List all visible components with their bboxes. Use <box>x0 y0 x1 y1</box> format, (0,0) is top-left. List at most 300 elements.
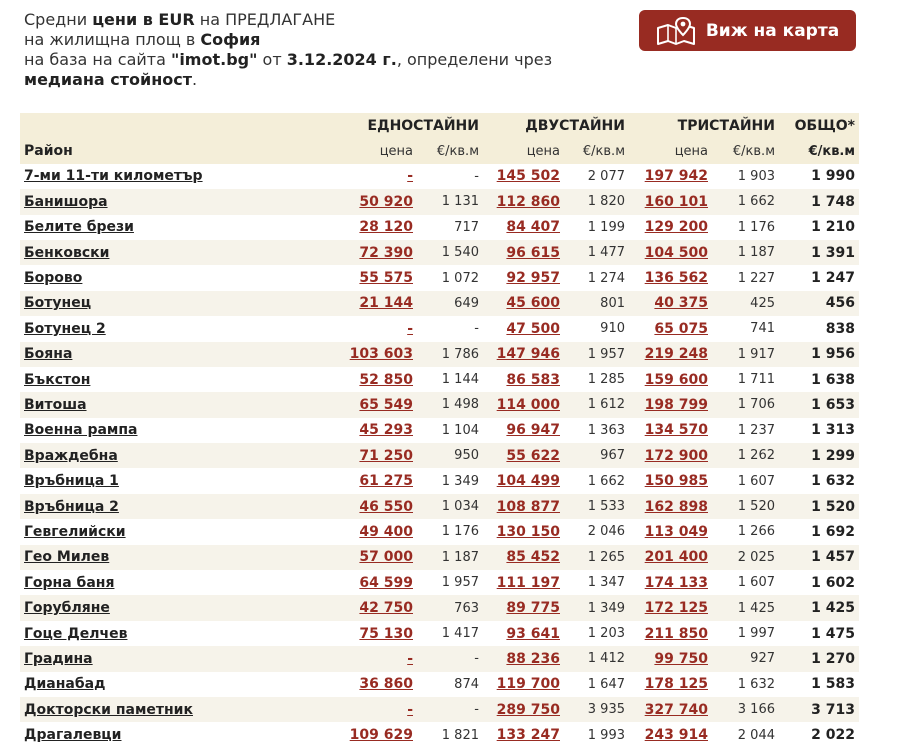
intro-line-3: на база на сайта "imot.bg" от 3.12.2024 г., определени чрез <box>24 50 553 69</box>
price-cell-3 <box>629 164 712 189</box>
district-cell <box>20 545 257 570</box>
table-row <box>20 646 859 671</box>
price-cell-3 <box>629 443 712 468</box>
district-link[interactable]: Връбница 2 <box>24 498 119 515</box>
price-cell-1 <box>257 164 417 189</box>
sqm-price-cell-1: 1 540 <box>417 240 483 265</box>
table-row <box>20 164 859 189</box>
sqm-price-cell-3: 1 227 <box>712 265 779 290</box>
price-cell-1 <box>257 291 417 316</box>
district-link[interactable]: Гевгелийски <box>24 523 126 540</box>
price-link[interactable]: - <box>407 701 413 718</box>
intro-line-4: медиана стойност. <box>24 70 198 89</box>
price-cell-2 <box>483 367 564 392</box>
price-cell-2 <box>483 189 564 214</box>
price-cell-1 <box>257 443 417 468</box>
sqm-price-cell-3: 927 <box>712 646 779 671</box>
column-sqm-3: €/кв.м <box>712 138 779 163</box>
price-cell-3 <box>629 189 712 214</box>
column-price-3: цена <box>629 138 712 163</box>
price-cell-1 <box>257 595 417 620</box>
price-link[interactable]: 145 502 <box>496 168 560 185</box>
total-sqm-cell: 3 713 <box>779 697 859 722</box>
sqm-price-cell-3: 1 706 <box>712 392 779 417</box>
sqm-price-cell-2: 1 285 <box>564 367 629 392</box>
price-link[interactable]: 42 750 <box>359 600 413 617</box>
map-pin-icon <box>656 16 696 46</box>
price-link[interactable]: 61 275 <box>359 473 413 490</box>
price-cell-2 <box>483 519 564 544</box>
sqm-price-cell-3: 425 <box>712 291 779 316</box>
price-link[interactable]: 47 500 <box>506 320 560 337</box>
price-cell-2 <box>483 291 564 316</box>
price-link[interactable]: 49 400 <box>359 523 413 540</box>
sqm-price-cell-3: 1 262 <box>712 443 779 468</box>
table-row <box>20 443 859 468</box>
price-table <box>20 113 859 748</box>
price-cell-3 <box>629 291 712 316</box>
group-total: ОБЩО* <box>779 113 859 138</box>
total-sqm-cell: 1 313 <box>779 418 859 443</box>
price-link[interactable]: 327 740 <box>644 701 708 718</box>
total-sqm-cell: 1 520 <box>779 494 859 519</box>
price-cell-2 <box>483 342 564 367</box>
price-link[interactable]: 85 452 <box>506 549 560 566</box>
sqm-price-cell-1: - <box>417 697 483 722</box>
price-cell-2 <box>483 722 564 747</box>
sqm-price-cell-3: 1 662 <box>712 189 779 214</box>
district-link[interactable]: Връбница 1 <box>24 473 119 490</box>
price-link[interactable]: 104 500 <box>644 244 708 261</box>
price-cell-3 <box>629 316 712 341</box>
price-link[interactable]: 289 750 <box>496 701 560 718</box>
price-link[interactable]: 159 600 <box>644 371 708 388</box>
district-link[interactable]: Военна рампа <box>24 422 138 439</box>
price-cell-1 <box>257 265 417 290</box>
district-link[interactable]: Дианабад <box>24 676 106 693</box>
price-cell-2 <box>483 164 564 189</box>
district-link[interactable]: Горубляне <box>24 600 110 617</box>
price-link[interactable]: 46 550 <box>359 498 413 515</box>
price-cell-2 <box>483 240 564 265</box>
price-link[interactable]: - <box>407 168 413 185</box>
district-link[interactable]: Ботунец <box>24 295 92 312</box>
district-link[interactable]: Витоша <box>24 396 87 413</box>
price-link[interactable]: 45 293 <box>359 422 413 439</box>
sqm-price-cell-1: - <box>417 164 483 189</box>
district-cell <box>20 240 257 265</box>
price-link[interactable]: 114 000 <box>496 396 560 413</box>
price-link[interactable]: 150 985 <box>644 473 708 490</box>
district-cell <box>20 189 257 214</box>
sqm-price-cell-3: 1 903 <box>712 164 779 189</box>
price-link[interactable]: 71 250 <box>359 447 413 464</box>
district-cell <box>20 367 257 392</box>
sqm-price-cell-2: 967 <box>564 443 629 468</box>
price-link[interactable]: 52 850 <box>359 371 413 388</box>
table-row <box>20 494 859 519</box>
table-row <box>20 621 859 646</box>
total-sqm-cell: 1 210 <box>779 215 859 240</box>
district-link[interactable]: Гоце Делчев <box>24 625 128 642</box>
price-cell-2 <box>483 697 564 722</box>
intro-text <box>24 10 624 90</box>
group-three-room: ТРИСТАЙНИ <box>629 113 779 138</box>
price-link[interactable]: 133 247 <box>496 727 560 744</box>
district-cell <box>20 164 257 189</box>
price-link[interactable]: 96 947 <box>506 422 560 439</box>
price-cell-3 <box>629 265 712 290</box>
total-sqm-cell: 1 956 <box>779 342 859 367</box>
district-link[interactable]: Гео Милев <box>24 549 110 566</box>
sqm-price-cell-1: 1 104 <box>417 418 483 443</box>
price-link[interactable]: 65 549 <box>359 396 413 413</box>
district-link[interactable]: Враждебна <box>24 447 118 464</box>
sqm-price-cell-2: 1 199 <box>564 215 629 240</box>
column-sqm-1: €/кв.м <box>417 138 483 163</box>
price-cell-1 <box>257 392 417 417</box>
sqm-price-cell-2: 910 <box>564 316 629 341</box>
table-row <box>20 595 859 620</box>
price-link[interactable]: 219 248 <box>644 346 708 363</box>
price-cell-1 <box>257 342 417 367</box>
price-link[interactable]: 89 775 <box>506 600 560 617</box>
price-cell-3 <box>629 215 712 240</box>
sqm-price-cell-2: 1 412 <box>564 646 629 671</box>
sqm-price-cell-3: 1 425 <box>712 595 779 620</box>
price-cell-2 <box>483 215 564 240</box>
price-link[interactable]: 36 860 <box>359 676 413 693</box>
price-link[interactable]: 134 570 <box>644 422 708 439</box>
sqm-price-cell-2: 1 612 <box>564 392 629 417</box>
district-cell <box>20 621 257 646</box>
total-sqm-cell: 1 638 <box>779 367 859 392</box>
sqm-price-cell-3: 1 520 <box>712 494 779 519</box>
sqm-price-cell-1: - <box>417 316 483 341</box>
district-link[interactable]: Белите брези <box>24 219 134 236</box>
total-sqm-cell: 1 990 <box>779 164 859 189</box>
price-cell-1 <box>257 697 417 722</box>
sqm-price-cell-2: 1 477 <box>564 240 629 265</box>
district-link[interactable]: Борово <box>24 270 83 287</box>
district-link[interactable]: Драгалевци <box>24 727 122 744</box>
district-cell <box>20 646 257 671</box>
price-link[interactable]: 129 200 <box>644 219 708 236</box>
district-link[interactable]: Ботунец 2 <box>24 320 106 337</box>
sqm-price-cell-1: 1 072 <box>417 265 483 290</box>
price-cell-1 <box>257 215 417 240</box>
price-cell-2 <box>483 443 564 468</box>
column-total-sqm: €/кв.м <box>779 138 859 163</box>
sqm-price-cell-1: 1 821 <box>417 722 483 747</box>
price-cell-2 <box>483 392 564 417</box>
price-link[interactable]: 93 641 <box>506 625 560 642</box>
sqm-price-cell-2: 1 662 <box>564 468 629 493</box>
sqm-price-cell-3: 1 711 <box>712 367 779 392</box>
column-district: Район <box>20 138 257 163</box>
price-cell-3 <box>629 570 712 595</box>
sqm-price-cell-2: 2 046 <box>564 519 629 544</box>
sqm-price-cell-1: 874 <box>417 672 483 697</box>
price-cell-3 <box>629 697 712 722</box>
sqm-price-cell-2: 1 647 <box>564 672 629 697</box>
price-cell-1 <box>257 418 417 443</box>
price-cell-2 <box>483 545 564 570</box>
price-cell-2 <box>483 646 564 671</box>
price-cell-3 <box>629 519 712 544</box>
sqm-price-cell-2: 1 993 <box>564 722 629 747</box>
sqm-price-cell-1: 1 144 <box>417 367 483 392</box>
price-link[interactable]: - <box>407 320 413 337</box>
sqm-price-cell-3: 1 607 <box>712 570 779 595</box>
sub-header-row <box>20 138 859 163</box>
price-link[interactable]: 136 562 <box>644 270 708 287</box>
sqm-price-cell-1: 763 <box>417 595 483 620</box>
sqm-price-cell-3: 1 917 <box>712 342 779 367</box>
price-link[interactable]: 40 375 <box>654 295 708 312</box>
price-link[interactable]: 50 920 <box>359 193 413 210</box>
district-cell <box>20 215 257 240</box>
price-link[interactable]: 211 850 <box>644 625 708 642</box>
sqm-price-cell-1: 1 349 <box>417 468 483 493</box>
total-sqm-cell: 1 692 <box>779 519 859 544</box>
price-link[interactable]: 88 236 <box>506 650 560 667</box>
price-link[interactable]: 103 603 <box>349 346 413 363</box>
price-link[interactable]: 104 499 <box>496 473 560 490</box>
table-row <box>20 265 859 290</box>
total-sqm-cell: 1 270 <box>779 646 859 671</box>
price-link[interactable]: 86 583 <box>506 371 560 388</box>
price-cell-3 <box>629 672 712 697</box>
sqm-price-cell-2: 1 347 <box>564 570 629 595</box>
price-link[interactable]: 92 957 <box>506 270 560 287</box>
price-cell-3 <box>629 494 712 519</box>
price-cell-2 <box>483 672 564 697</box>
total-sqm-cell: 1 475 <box>779 621 859 646</box>
price-link[interactable]: 111 197 <box>496 574 560 591</box>
price-table-body <box>20 164 859 748</box>
table-row <box>20 240 859 265</box>
price-cell-1 <box>257 494 417 519</box>
district-link[interactable]: Банишора <box>24 193 108 210</box>
total-sqm-cell: 1 583 <box>779 672 859 697</box>
price-cell-1 <box>257 189 417 214</box>
sqm-price-cell-3: 1 237 <box>712 418 779 443</box>
district-cell <box>20 342 257 367</box>
price-cell-3 <box>629 545 712 570</box>
price-link[interactable]: 147 946 <box>496 346 560 363</box>
sqm-price-cell-2: 1 820 <box>564 189 629 214</box>
total-sqm-cell: 838 <box>779 316 859 341</box>
sqm-price-cell-1: 1 187 <box>417 545 483 570</box>
price-link[interactable]: 119 700 <box>496 676 560 693</box>
price-link[interactable]: 21 144 <box>359 295 413 312</box>
district-cell <box>20 443 257 468</box>
price-link[interactable]: 75 130 <box>359 625 413 642</box>
price-link[interactable]: 130 150 <box>496 523 560 540</box>
sqm-price-cell-3: 1 607 <box>712 468 779 493</box>
table-row <box>20 697 859 722</box>
sqm-price-cell-3: 2 025 <box>712 545 779 570</box>
price-cell-3 <box>629 418 712 443</box>
district-cell <box>20 519 257 544</box>
district-cell <box>20 265 257 290</box>
total-sqm-cell: 1 602 <box>779 570 859 595</box>
sqm-price-cell-1: 1 957 <box>417 570 483 595</box>
column-sqm-2: €/кв.м <box>564 138 629 163</box>
sqm-price-cell-2: 1 363 <box>564 418 629 443</box>
price-cell-3 <box>629 646 712 671</box>
district-link[interactable]: Горна баня <box>24 574 115 591</box>
price-link[interactable]: 178 125 <box>644 676 708 693</box>
price-link[interactable]: 112 860 <box>496 193 560 210</box>
price-link[interactable]: 197 942 <box>644 168 708 185</box>
sqm-price-cell-3: 1 997 <box>712 621 779 646</box>
intro-line-1: Средни цени в EUR на ПРЕДЛАГАНЕ <box>24 10 336 29</box>
price-cell-3 <box>629 621 712 646</box>
table-row <box>20 215 859 240</box>
price-link[interactable]: 96 615 <box>506 244 560 261</box>
table-row <box>20 570 859 595</box>
price-cell-1 <box>257 316 417 341</box>
district-link[interactable]: 7-ми 11-ти километър <box>24 168 203 185</box>
table-row <box>20 722 859 747</box>
price-cell-2 <box>483 570 564 595</box>
price-cell-2 <box>483 621 564 646</box>
price-cell-1 <box>257 468 417 493</box>
price-cell-1 <box>257 621 417 646</box>
table-row <box>20 367 859 392</box>
district-link[interactable]: Градина <box>24 650 93 667</box>
sqm-price-cell-2: 2 077 <box>564 164 629 189</box>
table-row <box>20 672 859 697</box>
total-sqm-cell: 2 022 <box>779 722 859 747</box>
district-cell <box>20 722 257 747</box>
total-sqm-cell: 1 247 <box>779 265 859 290</box>
price-link[interactable]: 84 407 <box>506 219 560 236</box>
price-link[interactable]: 172 125 <box>644 600 708 617</box>
price-cell-2 <box>483 418 564 443</box>
district-link[interactable]: Бояна <box>24 346 73 363</box>
table-row <box>20 545 859 570</box>
sqm-price-cell-2: 1 265 <box>564 545 629 570</box>
sqm-price-cell-3: 1 266 <box>712 519 779 544</box>
price-link[interactable]: 72 390 <box>359 244 413 261</box>
price-cell-3 <box>629 342 712 367</box>
price-cell-3 <box>629 240 712 265</box>
price-link[interactable]: 65 075 <box>654 320 708 337</box>
total-sqm-cell: 1 748 <box>779 189 859 214</box>
price-link[interactable]: 162 898 <box>644 498 708 515</box>
total-sqm-cell: 456 <box>779 291 859 316</box>
price-link[interactable]: 201 400 <box>644 549 708 566</box>
column-price-2: цена <box>483 138 564 163</box>
table-row <box>20 342 859 367</box>
sqm-price-cell-1: 1 417 <box>417 621 483 646</box>
price-link[interactable]: 57 000 <box>359 549 413 566</box>
price-link[interactable]: 243 914 <box>644 727 708 744</box>
price-cell-1 <box>257 570 417 595</box>
table-row <box>20 316 859 341</box>
price-cell-2 <box>483 265 564 290</box>
sqm-price-cell-3: 1 176 <box>712 215 779 240</box>
total-sqm-cell: 1 425 <box>779 595 859 620</box>
price-link[interactable]: 198 799 <box>644 396 708 413</box>
price-cell-3 <box>629 595 712 620</box>
price-cell-2 <box>483 595 564 620</box>
group-header-row <box>20 113 859 138</box>
total-sqm-cell: 1 632 <box>779 468 859 493</box>
price-link[interactable]: 113 049 <box>644 523 708 540</box>
sqm-price-cell-3: 741 <box>712 316 779 341</box>
sqm-price-cell-2: 1 533 <box>564 494 629 519</box>
group-one-room: ЕДНОСТАЙНИ <box>257 113 483 138</box>
sqm-price-cell-2: 1 274 <box>564 265 629 290</box>
district-cell <box>20 418 257 443</box>
district-link[interactable]: Бенковски <box>24 244 110 261</box>
district-cell <box>20 494 257 519</box>
sqm-price-cell-1: - <box>417 646 483 671</box>
table-row <box>20 392 859 417</box>
district-cell <box>20 595 257 620</box>
district-link[interactable]: Бъкстон <box>24 371 91 388</box>
district-cell <box>20 316 257 341</box>
column-price-1: цена <box>257 138 417 163</box>
price-link[interactable]: 64 599 <box>359 574 413 591</box>
sqm-price-cell-1: 1 786 <box>417 342 483 367</box>
district-link[interactable]: Докторски паметник <box>24 701 193 718</box>
price-link[interactable]: 174 133 <box>644 574 708 591</box>
price-link[interactable]: - <box>407 650 413 667</box>
price-cell-1 <box>257 240 417 265</box>
price-link[interactable]: 108 877 <box>496 498 560 515</box>
total-sqm-cell: 1 653 <box>779 392 859 417</box>
district-cell <box>20 697 257 722</box>
total-sqm-cell: 1 457 <box>779 545 859 570</box>
price-link[interactable]: 55 575 <box>359 270 413 287</box>
price-cell-1 <box>257 646 417 671</box>
total-sqm-cell: 1 299 <box>779 443 859 468</box>
sqm-price-cell-2: 1 203 <box>564 621 629 646</box>
table-row <box>20 519 859 544</box>
table-row <box>20 189 859 214</box>
price-cell-1 <box>257 672 417 697</box>
district-cell <box>20 291 257 316</box>
table-row <box>20 291 859 316</box>
sqm-price-cell-1: 1 131 <box>417 189 483 214</box>
view-on-map-button[interactable] <box>639 10 856 51</box>
sqm-price-cell-2: 801 <box>564 291 629 316</box>
price-link[interactable]: 99 750 <box>654 650 708 667</box>
price-cell-2 <box>483 316 564 341</box>
price-link[interactable]: 55 622 <box>506 447 560 464</box>
price-link[interactable]: 160 101 <box>644 193 708 210</box>
price-link[interactable]: 45 600 <box>506 295 560 312</box>
price-cell-2 <box>483 468 564 493</box>
group-two-room: ДВУСТАЙНИ <box>483 113 629 138</box>
view-on-map-label: Виж на карта <box>705 20 840 41</box>
price-cell-1 <box>257 519 417 544</box>
price-cell-1 <box>257 722 417 747</box>
total-sqm-cell: 1 391 <box>779 240 859 265</box>
sqm-price-cell-1: 1 498 <box>417 392 483 417</box>
district-cell <box>20 468 257 493</box>
price-link[interactable]: 172 900 <box>644 447 708 464</box>
price-link[interactable]: 28 120 <box>359 219 413 236</box>
price-link[interactable]: 109 629 <box>349 727 413 744</box>
table-row <box>20 418 859 443</box>
price-cell-1 <box>257 545 417 570</box>
